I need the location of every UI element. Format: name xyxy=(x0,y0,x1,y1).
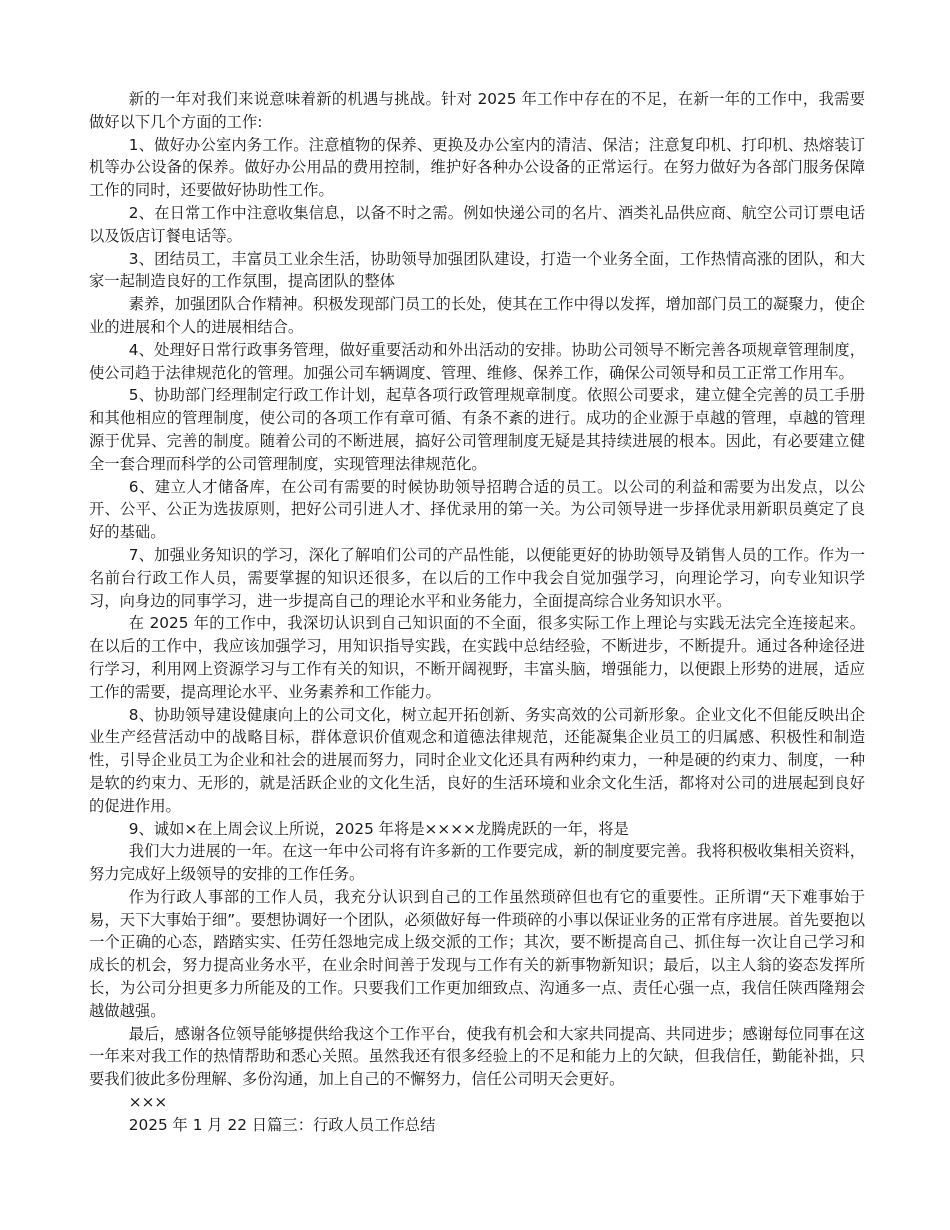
item-7-paragraph: 7、加强业务知识的学习，深化了解咱们公司的产品性能，以便能更好的协助领导及销售人员的工作。作为一名前台行政工作人员，需要掌握的知识还很多，在以后的工作中我会自觉加强学习，向理论学习，向专业知识学习，向身边的同事学习，进一步提高自己的理论水平和业务能力，全面提高综合业务知识水平。 xyxy=(89,545,865,610)
item-2-paragraph: 2、在日常工作中注意收集信息，以备不时之需。例如快递公司的名片、酒类礼品供应商、航空公司订票电话以及饭店订餐电话等。 xyxy=(89,203,865,245)
learning-paragraph: 在 2025 年的工作中，我深切认识到自己知识面的不全面，很多实际工作上理论与实践无法完全连接起来。在以后的工作中，我应该加强学习，用知识指导实践，在实践中总结经验，不断进步，不断提升。通过各种途径进行学习，利用网上资源学习与工作有关的知识，不断开阔视野，丰富头脑，增强能力，以便跟上形势的进展，适应工作的需要，提高理论水平、业务素养和工作能力。 xyxy=(89,614,865,701)
closing-paragraph: 最后，感谢各位领导能够提供给我这个工作平台，使我有机会和大家共同提高、共同进步；感谢每位同事在这一年来对我工作的热情帮助和悉心关照。虽然我还有很多经验上的不足和能力上的欠缺，但我信任，勤能补拙，只要我们彼此多份理解、多份沟通，加上自己的不懈努力，信任公司明天会更好。 xyxy=(89,1024,865,1089)
date-line: 2025 年 1 月 22 日篇三：行政人员工作总结 xyxy=(128,1115,436,1134)
signature: ××× xyxy=(128,1093,168,1112)
item-9-continued-paragraph: 我们大力进展的一年。在这一年中公司将有许多新的工作要完成，新的制度要完善。我将积极收集相关资料，努力完成好上级领导的安排的工作任务。 xyxy=(89,842,865,884)
intro-paragraph: 新的一年对我们来说意味着新的机遇与挑战。针对 2025 年工作中存在的不足，在新一年的工作中，我需要做好以下几个方面的工作: xyxy=(89,90,865,131)
item-3-paragraph: 3、团结员工，丰富员工业余生活，协助领导加强团队建设，打造一个业务全面，工作热情高涨的团队，和大家一起制造良好的工作氛围，提高团队的整体 xyxy=(89,249,865,291)
item-1-paragraph: 1、做好办公室内务工作。注意植物的保养、更换及办公室内的清洁、保洁；注意复印机、打印机、热熔装订机等办公设备的保养。做好办公用品的费用控制，维护好各种办公设备的正常运行。在努力做好为各部门服务保障工作的同时，还要做好协助性工作。 xyxy=(89,135,865,200)
item-4-paragraph: 4、处理好日常行政事务管理，做好重要活动和外出活动的安排。协助公司领导不断完善各项规章管理制度，使公司趋于法律规范化的管理。加强公司车辆调度、管理、维修、保养工作，确保公司领导和员工正常工作用车。 xyxy=(89,340,865,382)
item-5-paragraph: 5、协助部门经理制定行政工作计划，起草各项行政管理规章制度。依照公司要求，建立健全完善的员工手册和其他相应的管理制度，使公司的各项工作有章可循、有条不紊的进行。成功的企业源于卓越的管理，卓越的管理源于优异、完善的制度。随着公司的不断进展，搞好公司管理制度无疑是其持续进展的根本。因此，有必要建立健全一套合理而科学的公司管理制度，实现管理法律规范化。 xyxy=(89,386,865,473)
item-3-continued-paragraph: 素养，加强团队合作精神。积极发现部门员工的长处，使其在工作中得以发挥，增加部门员工的凝聚力，使企业的进展和个人的进展相结合。 xyxy=(89,295,865,336)
item-6-paragraph: 6、建立人才储备库，在公司有需要的时候协助领导招聘合适的员工。以公司的利益和需要为出发点，以公开、公平、公正为选拔原则，把好公司引进人才、择优录用的第一关。为公司领导进一步择优录用新职员奠定了良好的基础。 xyxy=(89,477,865,542)
document-page xyxy=(89,88,865,1137)
item-9-paragraph: 9、诚如×在上周会议上所说，2025 年将是××××龙腾虎跃的一年，将是 xyxy=(128,819,629,838)
role-reflection-paragraph: 作为行政人事部的工作人员，我充分认识到自己的工作虽然琐碎但也有它的重要性。正所谓“天下难事始于易，天下大事始于细”。要想协调好一个团队，必须做好每一件琐碎的小事以保证业务的正常有序进展。首先要抱以一个正确的心态，踏踏实实、任劳任怨地完成上级交派的工作；其次，要不断提高自己、抓住每一次让自己学习和成长的机会，努力提高业务水平，在业余时间善于发现与工作有关的新事物新知识；最后，以主人翁的姿态发挥所长，为公司分担更多力所能及的工作。只要我们工作更加细致点、沟通多一点、责任心强一点，我信任陕西隆翔会越做越强。 xyxy=(89,887,865,1020)
item-8-paragraph: 8、协助领导建设健康向上的公司文化，树立起开拓创新、务实高效的公司新形象。企业文化不但能反映出企业生产经营活动中的战略目标，群体意识价值观念和道德法律规范，还能凝集企业员工的归属感、积极性和制造性，引导企业员工为企业和社会的进展而努力，同时企业文化还具有两种约束力，一种是硬的约束力、制度，一种是软的约束力、无形的，就是活跃企业的文化生活，良好的生活环境和业余文化生活，都将对公司的进展起到良好的促进作用。 xyxy=(89,705,865,815)
